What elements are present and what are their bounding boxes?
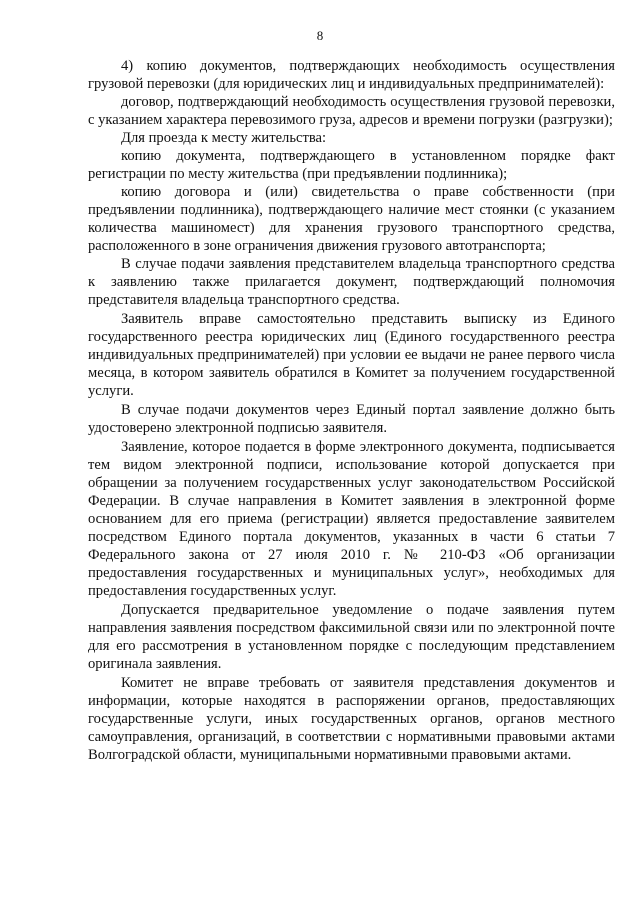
paragraph-9: Заявление, которое подается в форме электронного документа, подписывается тем видом электронной подписи, использование которой допускается при обращении за получением государственных услуг законодательством Российской Федерации. В случае направления в Комитет заявления в электронной форме основанием для его приема (регистрации) является предоставление заявителем посредством Единого портала документов, указанных в части 6 статьи 7 Федерального закона от 27 июля 2010 г. № 210-ФЗ «Об организации предоставления государственных и муниципальных услуг», необходимых для предоставления государственных услуг. [88, 439, 615, 599]
paragraph-10: Допускается предварительное уведомление о подаче заявления путем направления заявления посредством факсимильной связи или по электронной почте для его рассмотрения в установленном порядке с последующим представлением оригинала заявления. [88, 602, 615, 672]
page-number: 8 [316, 28, 324, 43]
document-body [88, 57, 615, 764]
paragraph-1: 4) копию документов, подтверждающих необходимость осуществления грузовой перевозки (для юридических лиц и индивидуальных предпринимателей): [88, 58, 615, 92]
paragraph-11: Комитет не вправе требовать от заявителя представления документов и информации, которые находятся в распоряжении органов, предоставляющих государственные услуги, иных государственных органов, органов местного самоуправления, организаций, в соответствии с нормативными правовыми актами Волгоградской области, муниципальными нормативными правовыми актами. [88, 675, 615, 763]
paragraph-2: договор, подтверждающий необходимость осуществления грузовой перевозки, с указанием характера перевозимого груза, адресов и времени погрузки (разгрузки); [88, 94, 615, 128]
paragraph-3: Для проезда к месту жительства: [121, 130, 327, 146]
paragraph-6: В случае подачи заявления представителем владельца транспортного средства к заявлению также прилагается документ, подтверждающий полномочия представителя владельца транспортного средства. [88, 256, 615, 308]
paragraph-8: В случае подачи документов через Единый портал заявление должно быть удостоверено электронной подписью заявителя. [88, 402, 615, 436]
paragraph-4: копию документа, подтверждающего в установленном порядке факт регистрации по месту жительства (при предъявлении подлинника); [88, 148, 615, 182]
paragraph-7: Заявитель вправе самостоятельно представить выписку из Единого государственного реестра юридических лиц (Единого государственного реестра индивидуальных предпринимателей) при условии ее выдачи не ранее первого числа месяца, в котором заявитель обратился в Комитет за получением государственной услуги. [88, 311, 615, 399]
paragraph-5: копию договора и (или) свидетельства о праве собственности (при предъявлении подлинника), подтверждающего наличие мест стоянки (с указанием количества машиномест) для хранения грузового транспортного средства, расположенного в зоне ограничения движения грузового автотранспорта; [88, 184, 615, 254]
